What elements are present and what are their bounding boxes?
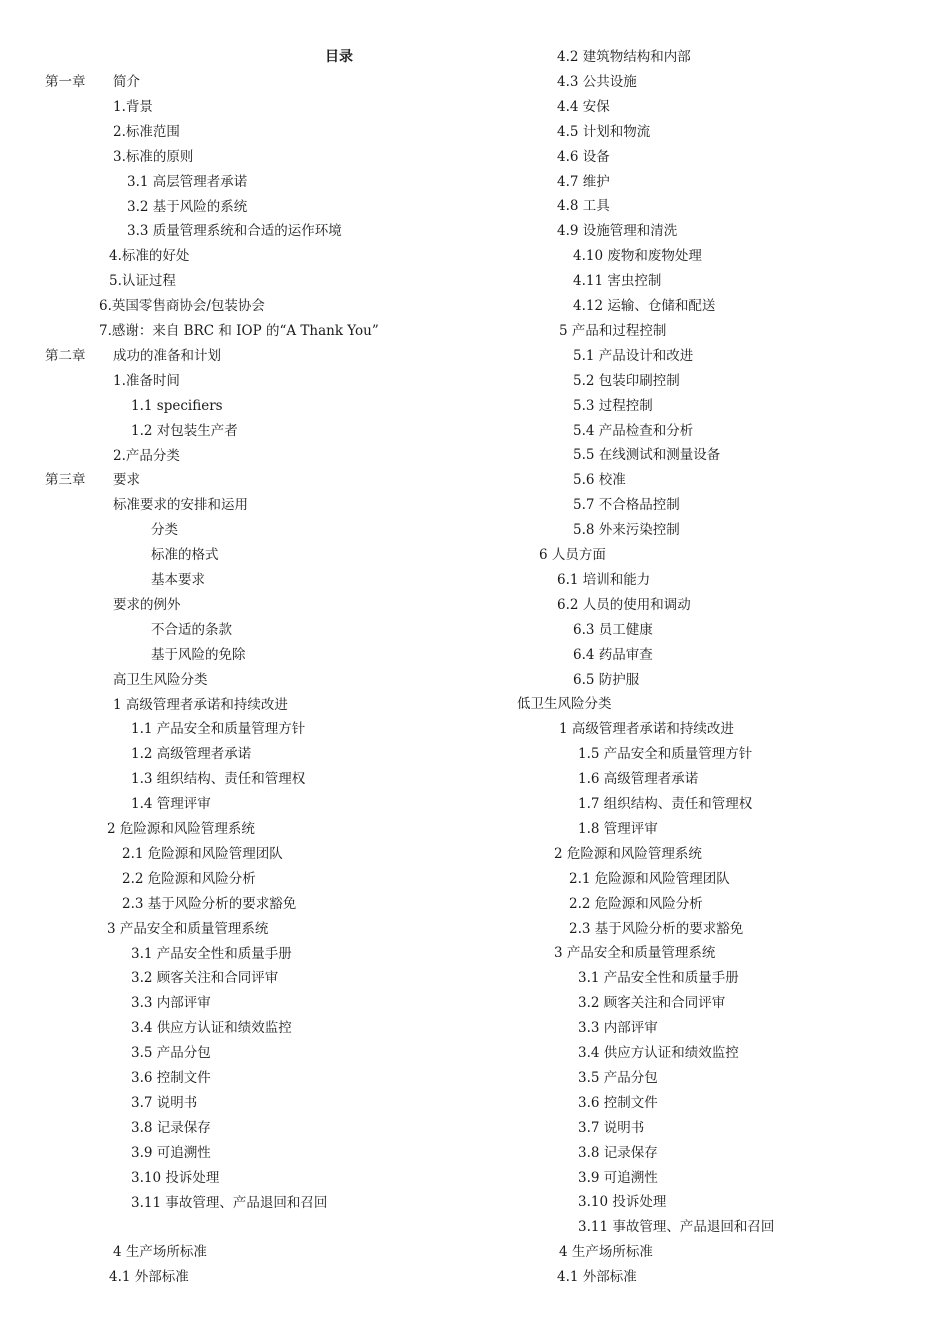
toc-entry: 3 产品安全和质量管理系统 xyxy=(554,945,716,962)
toc-entry: 2.2 危险源和风险分析 xyxy=(569,895,703,912)
toc-entry: 4.8 工具 xyxy=(557,198,610,215)
toc-entry: 4.4 安保 xyxy=(557,98,610,115)
toc-entry: 1.1 specifiers xyxy=(131,397,223,414)
toc-entry: 标准的格式 xyxy=(151,547,219,564)
toc-entry: 3.5 产品分包 xyxy=(131,1045,211,1062)
toc-entry: 3.1 高层管理者承诺 xyxy=(127,173,248,190)
toc-entry: 高卫生风险分类 xyxy=(113,671,208,688)
toc-entry: 3.6 控制文件 xyxy=(131,1070,211,1086)
toc-entry: 4.12 运输、仓储和配送 xyxy=(573,298,716,314)
toc-entry: 4 生产场所标准 xyxy=(559,1244,653,1261)
toc-entry: 3.1 产品安全性和质量手册 xyxy=(578,970,739,987)
toc-entry: 5 产品和过程控制 xyxy=(559,322,667,339)
toc-entry: 1.4 管理评审 xyxy=(131,796,211,813)
toc-entry: 4.5 计划和物流 xyxy=(557,123,651,140)
toc-entry: 4.9 设施管理和清洗 xyxy=(557,223,678,240)
toc-entry: 标准要求的安排和运用 xyxy=(113,497,248,514)
toc-entry: 4.10 废物和废物处理 xyxy=(573,248,702,265)
toc-entry: 3.10 投诉处理 xyxy=(578,1194,667,1211)
toc-entry: 2.3 基于风险分析的要求豁免 xyxy=(122,895,297,912)
toc-entry: 3.9 可追溯性 xyxy=(578,1169,658,1186)
toc-entry: 4.11 害虫控制 xyxy=(573,273,662,290)
toc-entry: 4.1 外部标准 xyxy=(109,1269,189,1286)
toc-entry: 3.6 控制文件 xyxy=(578,1094,658,1111)
toc-entry: 2.1 危险源和风险管理团队 xyxy=(569,870,730,887)
toc-entry: 3.7 说明书 xyxy=(131,1094,198,1111)
toc-entry: 2.1 危险源和风险管理团队 xyxy=(122,845,283,862)
toc-entry: 3.4 供应方认证和绩效监控 xyxy=(578,1045,739,1061)
toc-entry: 3.标准的原则 xyxy=(113,148,194,165)
toc-entry: 基本要求 xyxy=(151,572,205,588)
toc-entry: 5.8 外来污染控制 xyxy=(573,522,680,539)
toc-entry: 1.2 对包装生产者 xyxy=(131,422,238,439)
toc-entry: 1.6 高级管理者承诺 xyxy=(578,771,699,788)
toc-entry: 1 高级管理者承诺和持续改进 xyxy=(559,721,734,738)
toc-entry: 1.背景 xyxy=(113,98,153,115)
toc-entry: 3.3 质量管理系统和合适的运作环境 xyxy=(127,223,342,240)
toc-entry: 3.11 事故管理、产品退回和召回 xyxy=(578,1219,775,1236)
toc-entry: 6.2 人员的使用和调动 xyxy=(557,596,691,613)
toc-entry: 3.7 说明书 xyxy=(578,1119,645,1136)
toc-entry: 要求的例外 xyxy=(113,596,181,613)
toc-entry: 3.8 记录保存 xyxy=(131,1119,211,1136)
toc-entry: 2.标准范围 xyxy=(113,123,180,140)
toc-entry: 1.5 产品安全和质量管理方针 xyxy=(578,746,753,763)
toc-entry: 2.2 危险源和风险分析 xyxy=(122,870,256,887)
toc-entry: 2.产品分类 xyxy=(113,447,180,464)
toc-entry: 6.1 培训和能力 xyxy=(557,571,651,588)
toc-entry: 3.11 事故管理、产品退回和召回 xyxy=(131,1194,328,1211)
toc-entry: 第二章 xyxy=(45,347,86,364)
toc-entry: 6.英国零售商协会/包装协会 xyxy=(99,298,265,315)
toc-entry: 简介 xyxy=(113,74,140,90)
toc-entry: 2 危险源和风险管理系统 xyxy=(107,821,255,837)
toc-entry: 1.2 高级管理者承诺 xyxy=(131,746,252,763)
toc-entry: 3.3 内部评审 xyxy=(131,995,211,1012)
toc-entry: 3.3 内部评审 xyxy=(578,1020,658,1037)
toc-entry: 成功的准备和计划 xyxy=(113,347,221,364)
toc-entry: 5.2 包装印刷控制 xyxy=(573,372,680,389)
toc-entry: 5.5 在线测试和测量设备 xyxy=(573,447,721,464)
toc-entry: 3.5 产品分包 xyxy=(578,1069,658,1086)
toc-entry: 5.4 产品检查和分析 xyxy=(573,422,694,439)
toc-entry: 7.感谢：来自 BRC 和 IOP 的“A Thank You” xyxy=(99,323,379,339)
toc-entry: 4.7 维护 xyxy=(557,173,610,190)
toc-entry: 5.1 产品设计和改进 xyxy=(573,347,694,364)
toc-entry: 1.1 产品安全和质量管理方针 xyxy=(131,721,306,738)
toc-entry: 3.1 产品安全性和质量手册 xyxy=(131,945,292,962)
toc-entry: 3 产品安全和质量管理系统 xyxy=(107,920,269,937)
toc-entry: 不合适的条款 xyxy=(151,621,232,638)
toc-entry: 5.6 校准 xyxy=(573,472,626,489)
toc-entry: 2.3 基于风险分析的要求豁免 xyxy=(569,920,744,937)
toc-entry: 基于风险的免除 xyxy=(151,646,246,663)
toc-entry: 3.2 顾客关注和合同评审 xyxy=(578,995,726,1012)
toc-entry: 3.8 记录保存 xyxy=(578,1144,658,1161)
toc-entry: 3.2 基于风险的系统 xyxy=(127,198,248,215)
toc-entry: 第三章 xyxy=(45,472,86,489)
toc-entry: 3.9 可追溯性 xyxy=(131,1144,211,1161)
toc-entry: 4.6 设备 xyxy=(557,148,610,165)
toc-entry: 4.标准的好处 xyxy=(109,248,190,265)
toc-entry: 5.认证过程 xyxy=(109,273,176,290)
toc-entry: 4.1 外部标准 xyxy=(557,1269,637,1286)
toc-entry: 1.8 管理评审 xyxy=(578,820,658,837)
toc-entry: 6 人员方面 xyxy=(539,547,606,563)
toc-entry: 2 危险源和风险管理系统 xyxy=(554,845,702,862)
toc-entry: 5.7 不合格品控制 xyxy=(573,497,680,514)
toc-entry: 6.3 员工健康 xyxy=(573,621,653,638)
toc-entry: 第一章 xyxy=(45,74,86,90)
toc-entry: 要求 xyxy=(113,472,140,489)
toc-title: 目录 xyxy=(325,49,353,65)
toc-entry: 1.7 组织结构、责任和管理权 xyxy=(578,796,753,812)
toc-entry: 3.4 供应方认证和绩效监控 xyxy=(131,1020,292,1037)
toc-entry: 6.4 药品审查 xyxy=(573,646,653,663)
toc-entry: 5.3 过程控制 xyxy=(573,397,653,414)
toc-entry: 1.准备时间 xyxy=(113,372,180,389)
toc-entry: 4.3 公共设施 xyxy=(557,73,637,90)
toc-entry: 3.2 顾客关注和合同评审 xyxy=(131,970,279,987)
toc-entry: 4 生产场所标准 xyxy=(113,1244,207,1261)
toc-entry: 6.5 防护服 xyxy=(573,671,640,688)
toc-entry: 4.2 建筑物结构和内部 xyxy=(557,49,691,65)
toc-entry: 低卫生风险分类 xyxy=(517,696,612,713)
toc-entry: 分类 xyxy=(151,522,178,539)
toc-entry: 1.3 组织结构、责任和管理权 xyxy=(131,771,306,788)
toc-entry: 3.10 投诉处理 xyxy=(131,1169,220,1186)
toc-entry: 1 高级管理者承诺和持续改进 xyxy=(113,696,288,713)
